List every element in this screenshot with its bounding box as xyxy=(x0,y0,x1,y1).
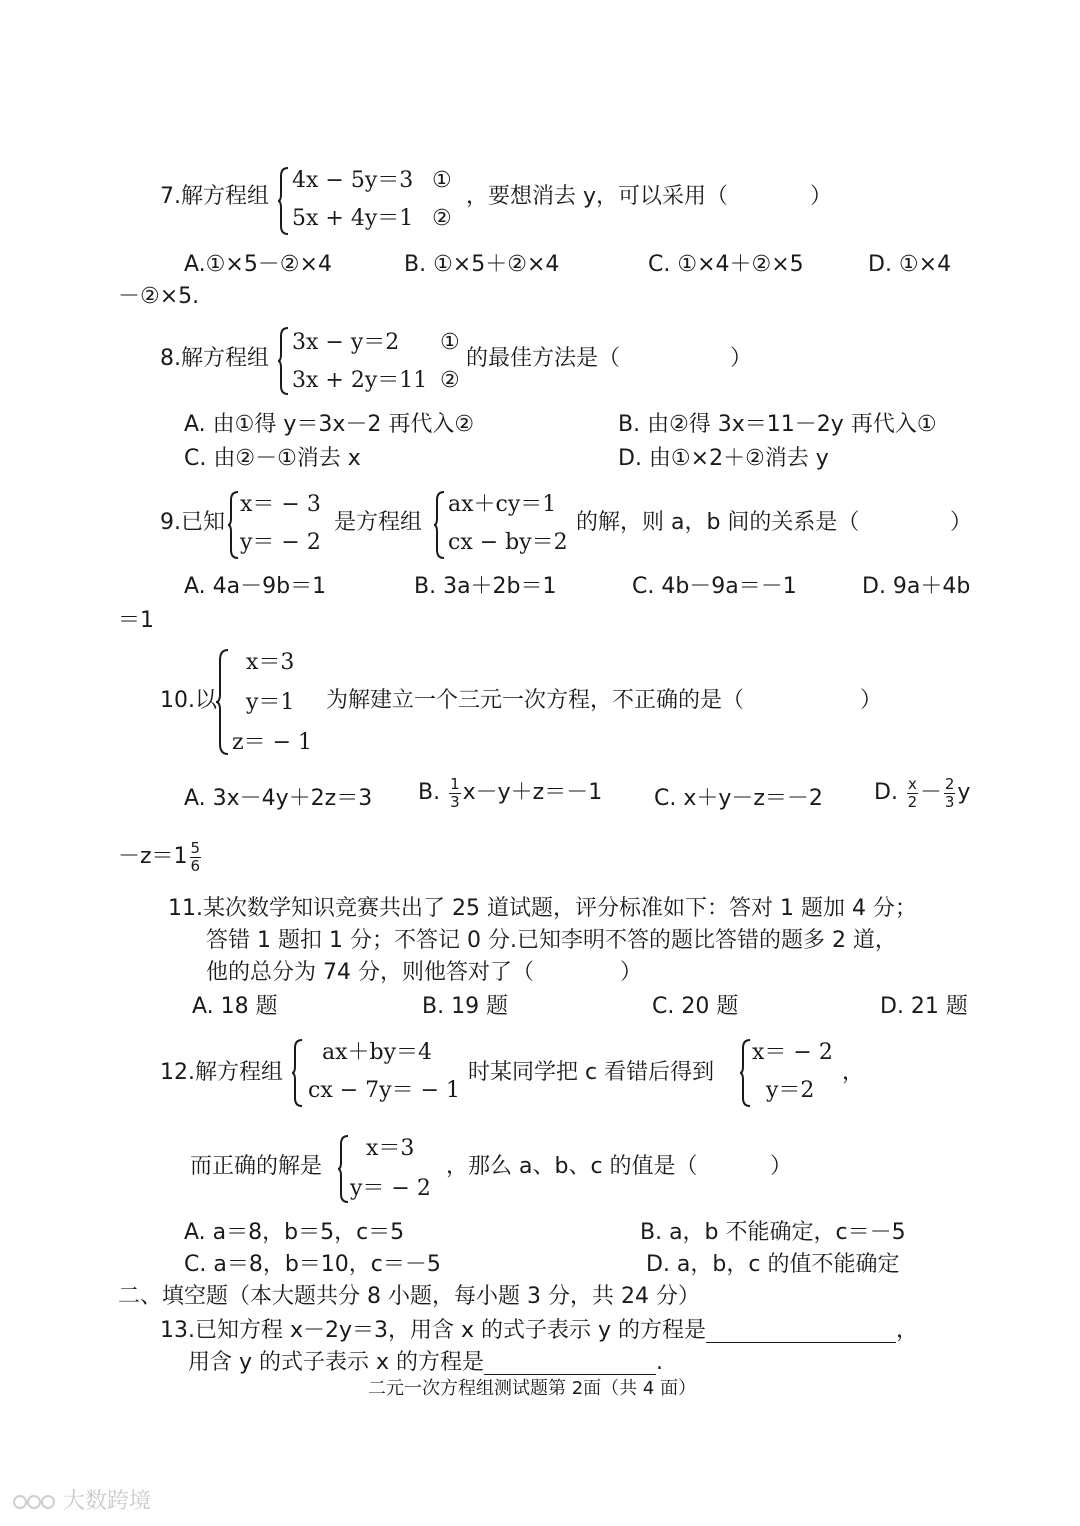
q12-wrong-brace-icon xyxy=(738,1038,752,1108)
q11-line-3: 他的总分为 74 分，则他答对了（ xyxy=(206,960,534,985)
q12-comma: ， xyxy=(842,1060,865,1085)
q10-option-d-rest: y xyxy=(957,780,971,805)
q7-brace-icon xyxy=(276,166,290,236)
watermark-text: 大数跨境 xyxy=(63,1489,152,1514)
q8-eq2: 3x + 2y＝11 xyxy=(292,368,428,393)
fraction-denominator: 3 xyxy=(450,792,460,811)
q11-option-d: D. 21 题 xyxy=(880,994,968,1019)
q12-wrong-2: y＝2 xyxy=(766,1078,815,1103)
q8-option-a: A. 由①得 y＝3x－2 再代入② xyxy=(184,412,475,437)
q10-paren-close: ） xyxy=(860,688,883,713)
watermark-logo-icon xyxy=(12,1490,56,1514)
q12-line2-suffix: ，那么 a、b、c 的值是（ xyxy=(446,1154,698,1179)
fraction-numerator: 5 xyxy=(190,838,201,857)
q7-eq2: 5x + 4y＝1 xyxy=(292,206,414,231)
q10-line-2: y＝1 xyxy=(246,690,295,715)
q9-system-brace-icon xyxy=(432,490,446,560)
q12-option-b: B. a，b 不能确定，c＝－5 xyxy=(640,1220,906,1245)
q12-wrong-1: x＝ − 2 xyxy=(752,1040,833,1065)
q10-option-c: C. x＋y－z＝－2 xyxy=(654,786,823,811)
q9-suffix: 的解，则 a，b 间的关系是（ xyxy=(576,510,860,535)
q7-suffix: ，要想消去 y，可以采用（ xyxy=(466,184,729,209)
section-heading: 二、填空题（本大题共分 8 小题，每小题 3 分，共 24 分） xyxy=(118,1284,700,1309)
q13-line-2 xyxy=(188,1352,663,1375)
q9-option-c: C. 4b－9a＝－1 xyxy=(632,574,797,599)
q7-option-a: A.①×5－②×4 xyxy=(184,252,332,277)
q9-sol-1: x＝ − 3 xyxy=(240,492,321,517)
q7-eq2-mark: ② xyxy=(432,206,452,231)
q8-eq1-mark: ① xyxy=(440,330,460,355)
q10-option-d-cont xyxy=(118,840,203,874)
q8-prefix: 8.解方程组 xyxy=(160,346,269,371)
q13-blank-2[interactable] xyxy=(484,1352,656,1375)
q10-suffix: 为解建立一个三元一次方程，不正确的是（ xyxy=(326,688,745,713)
q13-line-2-text: 用含 y 的式子表示 x 的方程是 xyxy=(188,1350,485,1375)
fraction-numerator: 2 xyxy=(944,774,955,793)
q12-paren-close: ） xyxy=(770,1154,793,1179)
q11-paren-close: ） xyxy=(620,960,643,985)
q10-option-d-fraction-2 xyxy=(944,774,956,811)
q12-line2-prefix: 而正确的解是 xyxy=(190,1154,323,1179)
watermark xyxy=(12,1490,151,1514)
q12-eq1: ax＋by＝4 xyxy=(322,1040,433,1065)
q10-line-1: x＝3 xyxy=(246,650,295,675)
fraction-denominator: 2 xyxy=(907,792,918,811)
q12-system-brace-icon xyxy=(290,1038,304,1108)
q11-option-c: C. 20 题 xyxy=(652,994,739,1019)
q9-mid: 是方程组 xyxy=(334,510,423,535)
q10-option-d-cont-text: －z＝1 xyxy=(118,844,188,869)
q7-eq1: 4x − 5y＝3 xyxy=(292,168,414,193)
q13-line-1 xyxy=(160,1320,918,1343)
q8-suffix: 的最佳方法是（ xyxy=(466,346,621,371)
q10-option-d xyxy=(874,776,970,810)
q10-option-b-label: B. xyxy=(418,780,441,805)
q8-eq2-mark: ② xyxy=(440,368,460,393)
q12-mid: 时某同学把 c 看错后得到 xyxy=(468,1060,715,1085)
q8-option-d: D. 由①×2＋②消去 y xyxy=(618,446,829,471)
q9-option-a: A. 4a－9b＝1 xyxy=(184,574,327,599)
q10-brace-icon xyxy=(214,648,230,756)
q9-option-d: D. 9a＋4b xyxy=(862,574,971,599)
q10-option-b-fraction xyxy=(449,774,461,811)
q8-paren-close: ） xyxy=(730,346,753,371)
q7-option-d-cont: －②×5. xyxy=(118,284,200,309)
q12-correct-brace-icon xyxy=(336,1134,350,1204)
q13-blank-1[interactable] xyxy=(706,1320,896,1343)
q7-paren-close: ） xyxy=(810,184,833,209)
q10-option-d-cont-fraction xyxy=(190,838,202,875)
q11-line-2: 答错 1 题扣 1 分；不答记 0 分.已知李明不答的题比答错的题多 2 道， xyxy=(206,928,897,953)
fraction-numerator: x xyxy=(907,774,917,793)
fraction-numerator: 1 xyxy=(450,774,460,793)
q10-option-b xyxy=(418,776,602,810)
fraction-denominator: 3 xyxy=(944,792,955,811)
q11-option-b: B. 19 题 xyxy=(422,994,509,1019)
q12-option-a: A. a＝8，b＝5，c＝5 xyxy=(184,1220,405,1245)
q9-eq1: ax＋cy＝1 xyxy=(448,492,557,517)
q8-option-c: C. 由②－①消去 x xyxy=(184,446,361,471)
q10-option-d-minus: － xyxy=(919,780,942,805)
page-footer: 二元一次方程组测试题第 2面（共 4 面） xyxy=(368,1378,697,1399)
q10-option-b-rest: x－y＋z＝－1 xyxy=(462,780,603,805)
q9-option-d-cont: ＝1 xyxy=(118,608,154,633)
q10-line-3: z＝ − 1 xyxy=(232,730,313,755)
q9-solution-brace-icon xyxy=(226,490,240,560)
q7-eq1-mark: ① xyxy=(432,168,452,193)
q12-prefix: 12.解方程组 xyxy=(160,1060,283,1085)
q11-line-1: 11.某次数学知识竞赛共出了 25 道试题，评分标准如下：答对 1 题加 4 分； xyxy=(168,896,917,921)
q11-option-a: A. 18 题 xyxy=(192,994,278,1019)
q7-prefix: 7.解方程组 xyxy=(160,184,269,209)
q7-option-b: B. ①×5＋②×4 xyxy=(404,252,560,277)
q12-option-d: D. a，b，c 的值不能确定 xyxy=(646,1252,900,1277)
q8-eq1: 3x − y＝2 xyxy=(292,330,400,355)
q13-line-1-text: 13.已知方程 x－2y＝3，用含 x 的式子表示 y 的方程是 xyxy=(160,1318,707,1343)
q7-option-c: C. ①×4＋②×5 xyxy=(648,252,804,277)
q7-option-d: D. ①×4 xyxy=(868,252,952,277)
fraction-denominator: 6 xyxy=(190,856,201,875)
q10-option-d-label: D. xyxy=(874,780,898,805)
q13-line-1-end: ， xyxy=(896,1318,919,1343)
q9-paren-close: ） xyxy=(950,510,973,535)
q13-line-2-end: . xyxy=(656,1350,664,1375)
q9-sol-2: y＝ − 2 xyxy=(240,530,321,555)
q12-option-c: C. a＝8，b＝10，c＝－5 xyxy=(184,1252,441,1277)
q8-option-b: B. 由②得 3x＝11－2y 再代入① xyxy=(618,412,937,437)
q12-eq2: cx − 7y＝ − 1 xyxy=(308,1078,460,1103)
q12-right-2: y＝ − 2 xyxy=(350,1176,431,1201)
q10-option-a: A. 3x－4y＋2z＝3 xyxy=(184,786,373,811)
q8-brace-icon xyxy=(276,326,290,396)
q9-option-b: B. 3a＋2b＝1 xyxy=(414,574,557,599)
q10-option-d-fraction-1 xyxy=(907,774,918,811)
q10-prefix: 10.以 xyxy=(160,688,217,713)
q9-prefix: 9.已知 xyxy=(160,510,225,535)
q12-right-1: x＝3 xyxy=(366,1136,415,1161)
q9-eq2: cx − by＝2 xyxy=(448,530,568,555)
